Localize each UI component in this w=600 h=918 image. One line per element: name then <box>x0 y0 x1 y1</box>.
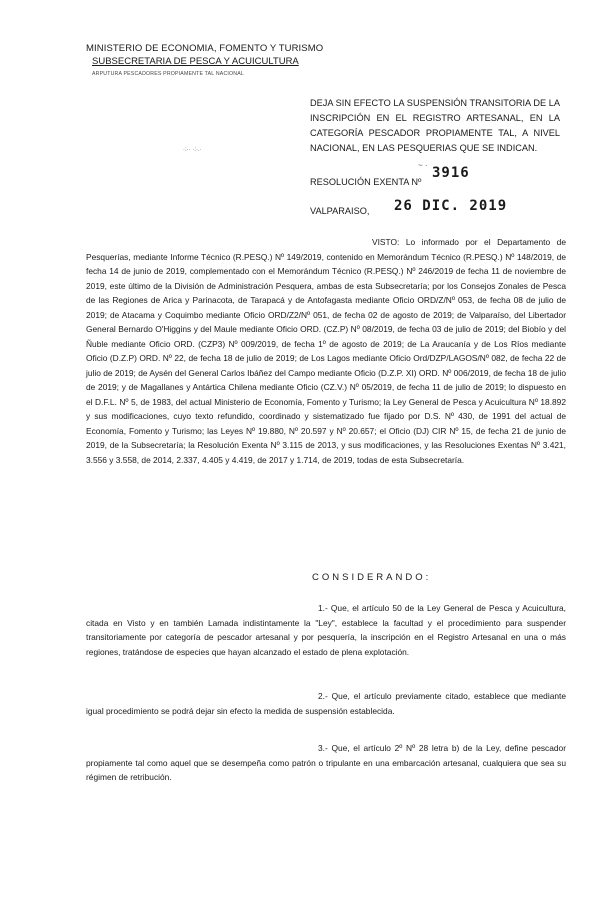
resolution-subject: DEJA SIN EFECTO LA SUSPENSIÓN TRANSITORIA DE LA INSCRIPCIÓN EN EL REGISTRO ARTESANAL, EN LA CATEGORÍA PESCADOR PROPIAMENTE TAL, A NIVEL NACIONAL, EN LAS PESQUERIAS QUE SE INDICAN. <box>310 98 560 153</box>
subsecretaria-header: SUBSECRETARIA DE PESCA Y ACUICULTURA <box>92 56 299 67</box>
resolution-label: RESOLUCIÓN EXENTA Nº <box>310 177 422 187</box>
considerando-paragraph-3: 3.- Que, el artículo 2º Nº 28 letra b) de la Ley, define pescador propiamente tal como aquel que se desempeña como patrón o tripulante en una embarcación artesanal, cualquiera que sea su régimen de retribución. <box>86 743 566 782</box>
stamp-mark: ~ · <box>418 161 428 170</box>
considerando-heading: CONSIDERANDO: <box>312 572 432 583</box>
resolution-number: 3916 <box>432 165 470 181</box>
margin-scribble: ·:·· ·:·.· <box>183 147 202 153</box>
considerando-paragraph-2: 2.- Que, el artículo previamente citado, establece que mediante igual procedimiento se podrá dejar sin efecto la medida de suspensión establecida. <box>86 691 566 716</box>
department-header: ARPUTURA PESCADORES PROPIAMENTE TAL NACIONAL <box>92 71 244 77</box>
ministry-header: MINISTERIO DE ECONOMIA, FOMENTO Y TURISMO <box>86 43 324 54</box>
resolution-place: VALPARAISO, <box>310 206 370 216</box>
resolution-date: 26 DIC. 2019 <box>394 198 508 214</box>
considerando-paragraph-1: 1.- Que, el artículo 50 de la Ley General de Pesca y Acuicultura, citada en Visto y en también Lamada indistintamente la "Ley", establece la facultad y el procedimiento para suspender transitoriamente por categoría de pescador artesanal y por pesquería, la inscripción en el Registro Artesanal en una o más regiones, tratándose de especies que hayan alcanzado el estado de plena explotación. <box>86 603 566 657</box>
visto-paragraph: VISTO: Lo informado por el Departamento de Pesquerías, mediante Informe Técnico (R.PESQ.) Nº 149/2019, contenido en Memorándum Técnico (R.PESQ.) Nº 148/2019, de fecha 14 de junio de 2019, complementado con el Memorándum Técnico (R.PESQ.) Nº 246/2019 de fecha 11 de noviembre de 2019, este último de la División de Administración Pesquera, ambas de esta Subsecretaría; por los Consejos Zonales de Pesca de las Regiones de Arica y Parinacota, de Tarapacá y de Antofagasta mediante Oficio ORD/Z/Nº 053, de fecha 08 de julio de 2019; de Atacama y Coquimbo mediante Oficio ORD/Z2/Nº 051, de fecha 02 de agosto de 2019; de Valparaíso, del Libertador General Bernardo O'Higgins y del Maule mediante Oficio ORD. (CZ.P) Nº 08/2019, de fecha 03 de julio de 2019; del Biobío y del Ñuble mediante Oficio ORD. (CZP3) Nº 009/2019, de fecha 1º de agosto de 2019; de La Araucanía y de Los Ríos mediante Oficio (D.Z.P) ORD. Nº 22, de fecha 18 de julio de 2019; de Los Lagos mediante Oficio Ord/DZP/LAGOS/Nº 082, de fecha 22 de julio de 2019; de Aysén del General Carlos Ibáñez del Campo mediante Oficio (D.Z.P. XI) ORD. Nº 006/2019, de fecha 18 de julio de 2019; y de Magallanes y Antártica Chilena mediante Oficio (CZ.V.) Nº 05/2019, de fecha 11 de julio de 2019; lo dispuesto en el D.F.L. Nº 5, de 1983, del actual Ministerio de Economía, Fomento y Turismo; la Ley General de Pesca y Acuicultura Nº 18.892 y sus modificaciones, cuyo texto refundido, coordinado y sistematizado fue fijado por D.S. Nº 430, de 1991 del actual de Economía, Fomento y Turismo; las Leyes Nº 19.880, Nº 20.597 y Nº 20.657; el Oficio (DJ) CIR Nº 15, de fecha 21 de junio de 2019, de la Subsecretaría; la Resolución Exenta Nº 3.115 de 2013, y sus modificaciones, y las Resoluciones Exentas Nº 3.421, 3.556 y 3.558, de 2014, 2.337, 4.405 y 4.419, de 2017 y 1.714, de 2019, todas de esta Subsecretaría. <box>86 237 566 465</box>
